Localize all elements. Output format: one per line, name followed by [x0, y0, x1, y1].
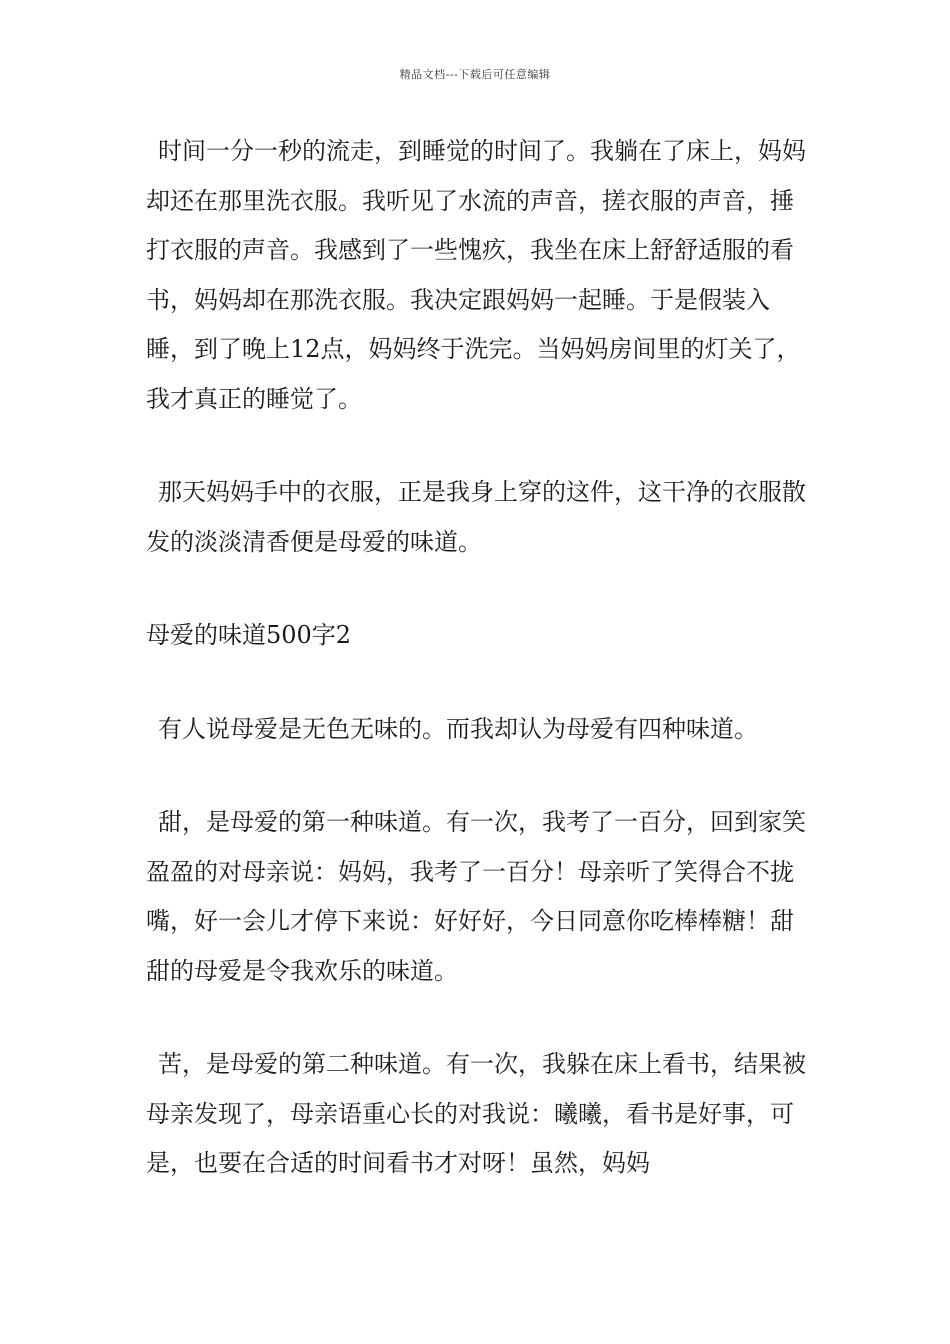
- paragraph-3: 有人说母爱是无色无味的。而我却认为母爱有四种味道。: [158, 714, 758, 743]
- paragraph-spacer: [146, 754, 808, 798]
- paragraph-1: 时间一分一秒的流走，到睡觉的时间了。我躺在了床上，妈妈却还在那里洗衣服。我听见了水流的声音，搓衣服的声音，捶打衣服的声音。我感到了一些愧疚，我坐在床上舒舒适服的看书，妈妈却在那洗衣服。我决定跟妈妈一起睡。于是假装入睡，到了晚上12点，妈妈终于洗完。当妈妈房间里的灯关了，我才真正的睡觉了。: [146, 137, 806, 413]
- paragraph-2: 那天妈妈手中的衣服，正是我身上穿的这件，这干净的衣服散发的淡淡清香便是母爱的味道。: [146, 478, 806, 556]
- paragraph-spacer: [146, 661, 808, 705]
- document-body: [146, 127, 808, 1189]
- paragraph-spacer: [146, 424, 808, 468]
- page-header: 精品文档---下载后可任意编辑: [399, 68, 551, 81]
- paragraph-spacer: [146, 996, 808, 1040]
- paragraph-spacer: [146, 567, 808, 611]
- paragraph-5: 苦，是母爱的第二种味道。有一次，我躲在床上看书，结果被母亲发现了，母亲语重心长的对我说：曦曦，看书是好事，可是，也要在合适的时间看书才对呀！虽然，妈妈: [146, 1050, 806, 1177]
- paragraph-4: 甜，是母爱的第一种味道。有一次，我考了一百分，回到家笑盈盈的对母亲说：妈妈，我考了一百分！母亲听了笑得合不拢嘴，好一会儿才停下来说：好好好，今日同意你吃棒棒糖！甜甜的母爱是令我欢乐的味道。: [146, 808, 806, 985]
- section-title: 母爱的味道500字2: [146, 621, 352, 649]
